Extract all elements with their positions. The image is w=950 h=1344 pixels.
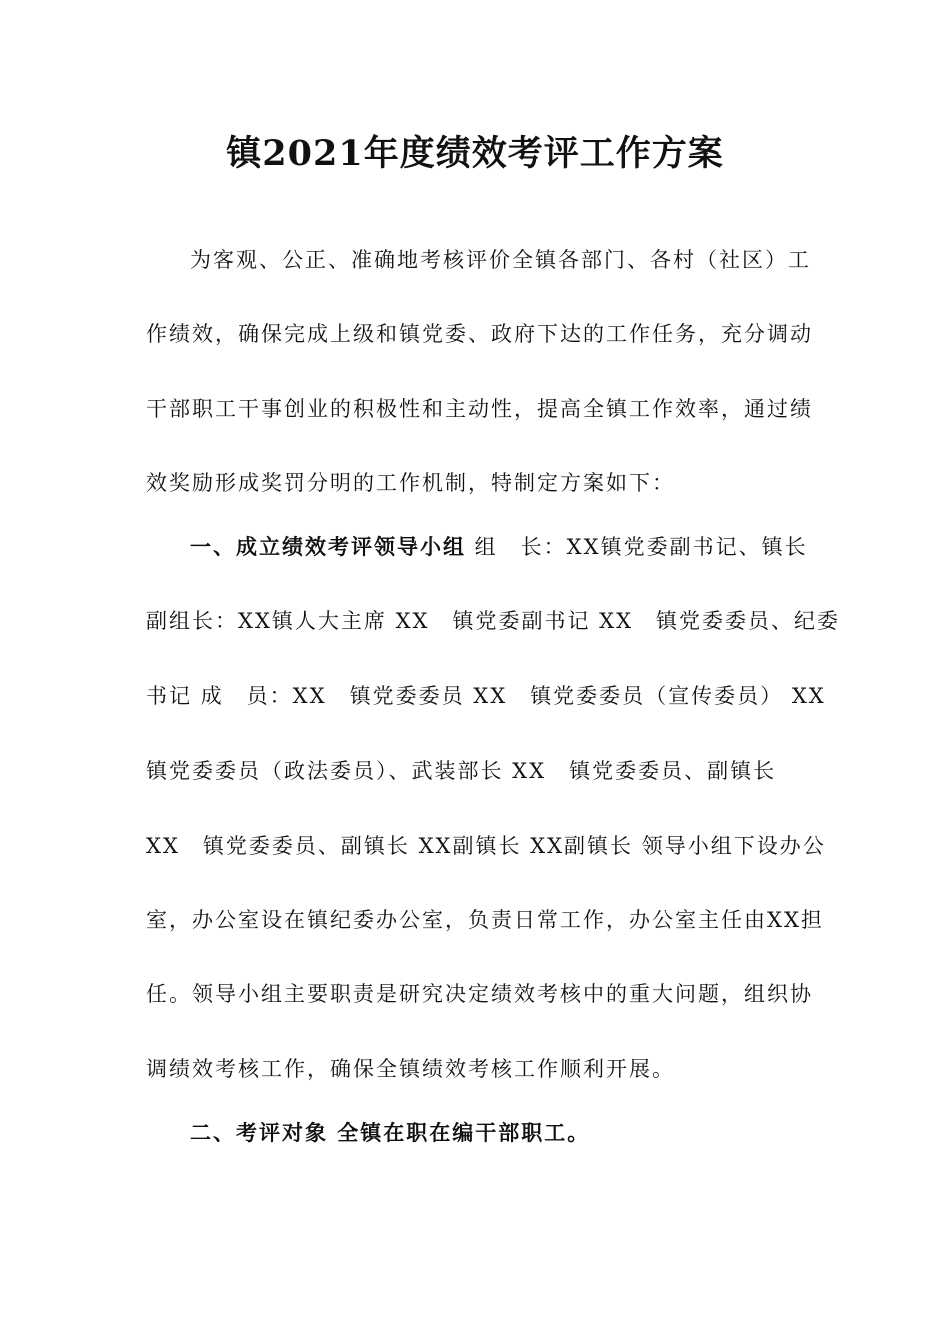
section1-line-6: 室，办公室设在镇纪委办公室，负责日常工作，办公室主任由XX担 xyxy=(146,908,824,932)
section1-line-2: 副组长：XX镇人大主席 XX 镇党委副书记 XX 镇党委委员、纪委 xyxy=(146,609,841,633)
section2-text: 全镇在职在编干部职工。 xyxy=(328,1120,591,1145)
section2-line xyxy=(190,1118,850,1148)
intro-line-3: 干部职工干事创业的积极性和主动性，提高全镇工作效率，通过绩 xyxy=(146,397,813,421)
section1-line-3: 书记 成 员：XX 镇党委委员 XX 镇党委委员（宣传委员） XX xyxy=(146,684,826,708)
section1-line-5: XX 镇党委委员、副镇长 XX副镇长 XX副镇长 领导小组下设办公 xyxy=(146,834,826,858)
section1-first-line-text: 组 长：XX镇党委副书记、镇长 xyxy=(466,535,808,559)
section1-heading: 一、成立绩效考评领导小组 xyxy=(190,534,466,559)
section1-first-line xyxy=(190,532,850,562)
document-title: 镇2021年度绩效考评工作方案 xyxy=(226,133,724,174)
intro-line-2: 作绩效，确保完成上级和镇党委、政府下达的工作任务，充分调动 xyxy=(146,322,813,346)
section1-line-7: 任。领导小组主要职责是研究决定绩效考核中的重大问题，组织协 xyxy=(146,982,813,1006)
section2-heading: 二、考评对象 xyxy=(190,1120,328,1145)
intro-line-1: 为客观、公正、准确地考核评价全镇各部门、各村（社区）工 xyxy=(190,248,811,272)
section1-line-4: 镇党委委员（政法委员）、武装部长 XX 镇党委委员、副镇长 xyxy=(146,759,777,783)
intro-line-4: 效奖励形成奖罚分明的工作机制，特制定方案如下： xyxy=(146,471,675,495)
section1-line-8: 调绩效考核工作，确保全镇绩效考核工作顺利开展。 xyxy=(146,1057,675,1081)
